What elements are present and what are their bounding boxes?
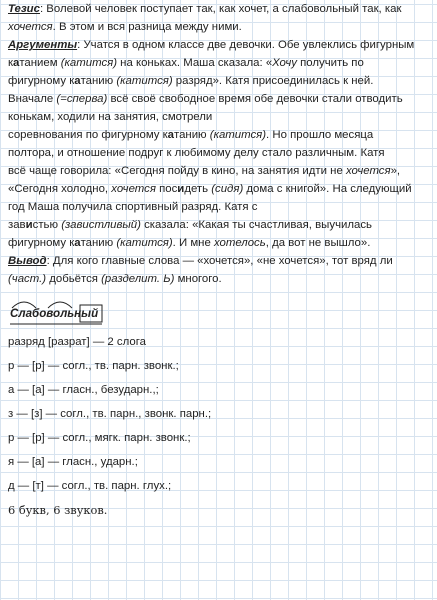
essay-sheet xyxy=(8,0,433,522)
arguments-line-7: полтора, и отношение подруг к любимому делу стало различным. Катя xyxy=(8,147,385,159)
thesis-line-1: Тезис: Волевой человек поступает так, как хочет, а слабовольный так, как xyxy=(8,3,402,15)
phonetic-row: р — [р] — согл., мягк. парн. звонк.; xyxy=(8,432,191,444)
arguments-line-12: фигурному катанию (катится). И мне хотелось, да вот не вышло». xyxy=(8,237,371,249)
morph-word: Слабовольный xyxy=(10,307,99,320)
phonetic-row: я — [а] — гласн., ударн.; xyxy=(8,456,138,468)
phonetic-row: з — [з] — согл., тв. парн., звонк. парн.; xyxy=(8,408,212,420)
conclusion-line-2: (част.) добьётся (разделит. Ь) многого. xyxy=(8,273,222,285)
arguments-line-1: Аргументы: Учатся в одном классе две девочки. Обе увлеклись фигурным xyxy=(8,39,415,51)
arguments-line-2: катанием (катится) на коньках. Маша сказала: «Хочу получить по xyxy=(8,57,364,69)
arguments-line-9: «Сегодня холодно, хочется посидеть (сидя) дома с книгой». На следующий xyxy=(8,183,412,195)
phonetic-header: разряд [разрат] — 2 слога xyxy=(8,336,146,348)
conclusion-label: Вывод xyxy=(8,255,47,267)
arguments-line-4: Вначале (=сперва) всё своё свободное время обе девочки стали отводить xyxy=(8,93,403,105)
phonetic-row: а — [а] — гласн., безударн.,; xyxy=(8,384,159,396)
thesis-label: Тезис xyxy=(8,3,40,15)
arguments-line-8: всё чаще говорила: «Сегодня пойду в кино, на занятия идти не хочется», xyxy=(8,165,401,177)
conclusion-line-1: Вывод: Для кого главные слова — «хочется», «не хочется», тот вряд ли xyxy=(8,255,393,267)
arguments-line-6: соревнования по фигурному катанию (катится). Но прошло месяца xyxy=(8,129,374,141)
phonetic-row: р — [р] — согл., тв. парн. звонк.; xyxy=(8,360,179,372)
arguments-line-3: фигурному катанию (катится) разряд». Катя присоединилась к ней. xyxy=(8,75,374,87)
phonetic-summary: 6 букв, 6 звуков. xyxy=(8,503,108,517)
arguments-line-10: год Маша получила спортивный разряд. Катя с xyxy=(8,201,258,213)
phonetic-row: д — [т] — согл., тв. парн. глух.; xyxy=(8,480,172,492)
arguments-label: Аргументы xyxy=(8,39,78,51)
thesis-line-2: хочется. В этом и вся разница между ними. xyxy=(8,21,242,33)
arguments-line-5: конькам, ходили на занятия, смотрели xyxy=(8,111,213,123)
morpheme-analysis xyxy=(8,294,433,330)
arguments-line-11: завистью (завистливый) сказала: «Какая ты счастливая, выучилась xyxy=(8,219,372,231)
